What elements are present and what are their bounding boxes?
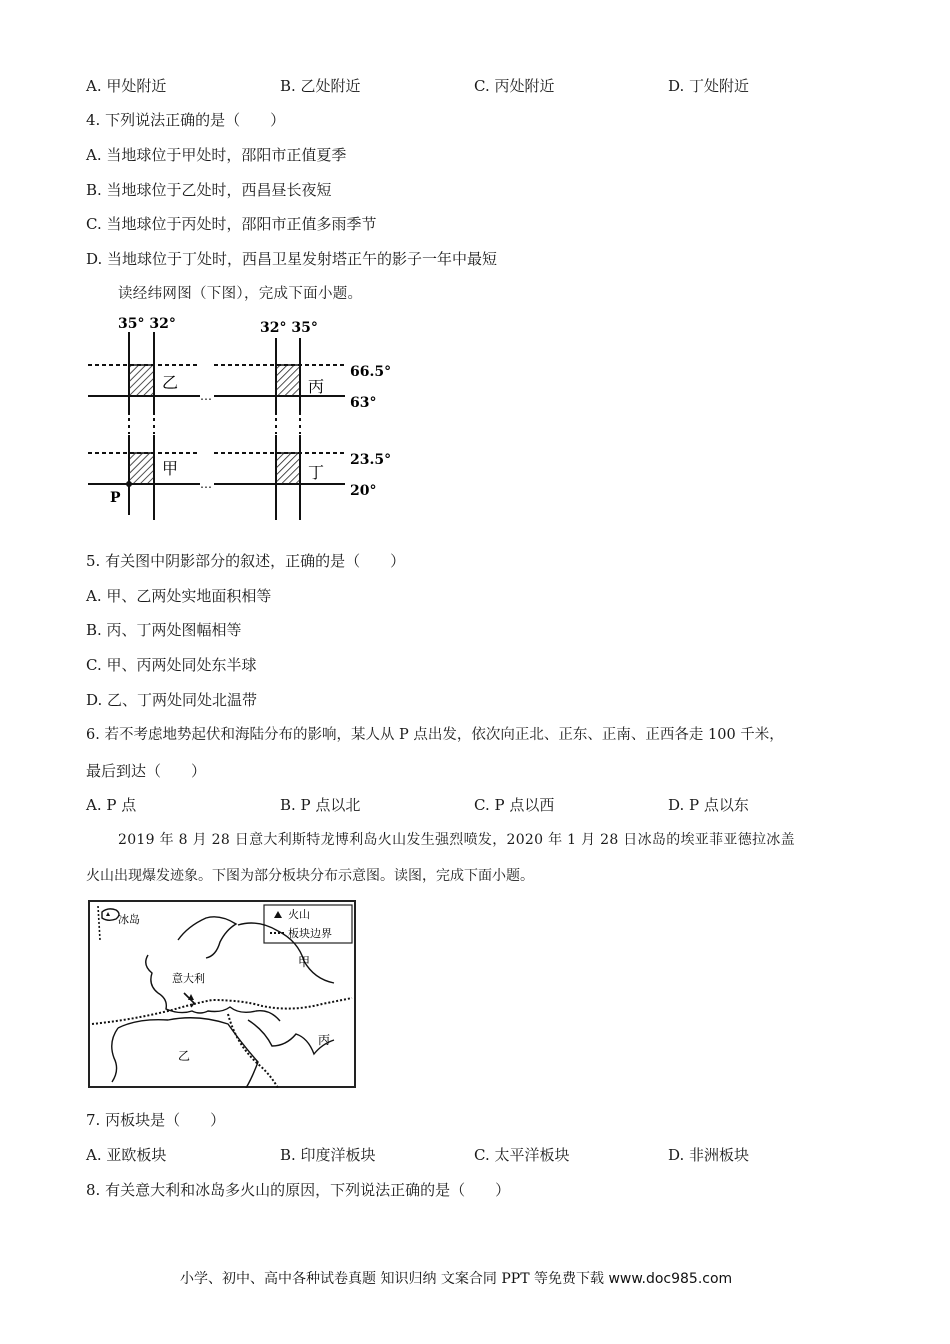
q7-option-b: B. 印度洋板块	[280, 1146, 376, 1164]
q7-option-a: A. 亚欧板块	[86, 1146, 167, 1164]
q3-option-a: A. 甲处附近	[86, 77, 167, 95]
lat-label-20: 20°	[350, 483, 377, 499]
q5-option-a: A. 甲、乙两处实地面积相等	[86, 587, 272, 605]
q7-option-c: C. 太平洋板块	[474, 1146, 570, 1164]
lat-label-63: 63°	[350, 395, 377, 411]
q6-option-c: C. P 点以西	[474, 796, 555, 814]
q4-option-a: A. 当地球位于甲处时，邵阳市正值夏季	[86, 146, 347, 164]
q4-option-c: C. 当地球位于丙处时，邵阳市正值多雨季节	[86, 215, 377, 233]
q7-stem: 7. 丙板块是（ ）	[86, 1111, 226, 1129]
q5-option-c: C. 甲、丙两处同处东半球	[86, 656, 257, 674]
volcano-intro-line1: 2019 年 8 月 28 日意大利斯特龙博利岛火山发生强烈喷发，2020 年 1 月 28 日冰岛的埃亚菲亚德拉冰盖	[118, 832, 795, 848]
q3-option-d: D. 丁处附近	[668, 77, 750, 95]
footer	[180, 1270, 732, 1288]
iceland-label: 冰岛	[118, 913, 140, 926]
grid-intro: 读经纬网图（下图），完成下面小题。	[118, 286, 363, 302]
q3-option-b: B. 乙处附近	[280, 77, 361, 95]
svg-text:…: …	[200, 477, 212, 491]
volcano-intro-line2: 火山出现爆发迹象。下图为部分板块分布示意图。读图，完成下面小题。	[86, 868, 534, 884]
q6-stem-line2: 最后到达（ ）	[86, 762, 207, 780]
q5-option-d: D. 乙、丁两处同处北温带	[86, 691, 258, 709]
plate-yi-label: 乙	[178, 1049, 191, 1063]
legend-boundary-label: 板块边界	[288, 927, 332, 940]
q8-stem: 8. 有关意大利和冰岛多火山的原因，下列说法正确的是（ ）	[86, 1181, 511, 1199]
svg-text:…: …	[200, 389, 212, 403]
plate-bing-label: 丙	[318, 1033, 331, 1047]
q6-option-d: D. P 点以东	[668, 796, 749, 814]
q7-option-d: D. 非洲板块	[668, 1146, 750, 1164]
cell-label-bing: 丙	[308, 377, 325, 396]
q5-stem: 5. 有关图中阴影部分的叙述，正确的是（ ）	[86, 552, 406, 570]
plate-jia-label: 甲	[298, 955, 311, 969]
point-p-label: P	[110, 490, 121, 506]
cell-label-yi: 乙	[162, 373, 179, 392]
footer-url[interactable]: www.doc985.com	[608, 1271, 733, 1287]
q5-option-b: B. 丙、丁两处图幅相等	[86, 621, 242, 639]
right-longitude-labels: 32° 35°	[260, 320, 318, 336]
q4-stem: 4. 下列说法正确的是（ ）	[86, 111, 286, 129]
lat-long-grid-figure	[80, 310, 400, 525]
q3-option-c: C. 丙处附近	[474, 77, 555, 95]
footer-text: 小学、初中、高中各种试卷真题 知识归纳 文案合同 PPT 等免费下载	[180, 1271, 604, 1287]
q6-stem-line1: 6. 若不考虑地势起伏和海陆分布的影响，某人从 P 点出发，依次向正北、正东、正南、正西各走 100 千米，	[86, 727, 784, 743]
q6-option-b: B. P 点以北	[280, 796, 361, 814]
plate-map-figure	[88, 900, 356, 1088]
left-longitude-labels: 35° 32°	[118, 316, 176, 332]
q4-option-d: D. 当地球位于丁处时，西昌卫星发射塔正午的影子一年中最短	[86, 250, 498, 268]
cell-label-jia: 甲	[162, 459, 179, 478]
cell-label-ding: 丁	[308, 463, 325, 482]
legend-volcano-label: 火山	[288, 908, 310, 921]
italy-label: 意大利	[172, 972, 205, 985]
lat-label-66-5: 66.5°	[350, 364, 392, 380]
q6-option-a: A. P 点	[86, 796, 137, 814]
lat-label-23-5: 23.5°	[350, 452, 392, 468]
q4-option-b: B. 当地球位于乙处时，西昌昼长夜短	[86, 181, 332, 199]
